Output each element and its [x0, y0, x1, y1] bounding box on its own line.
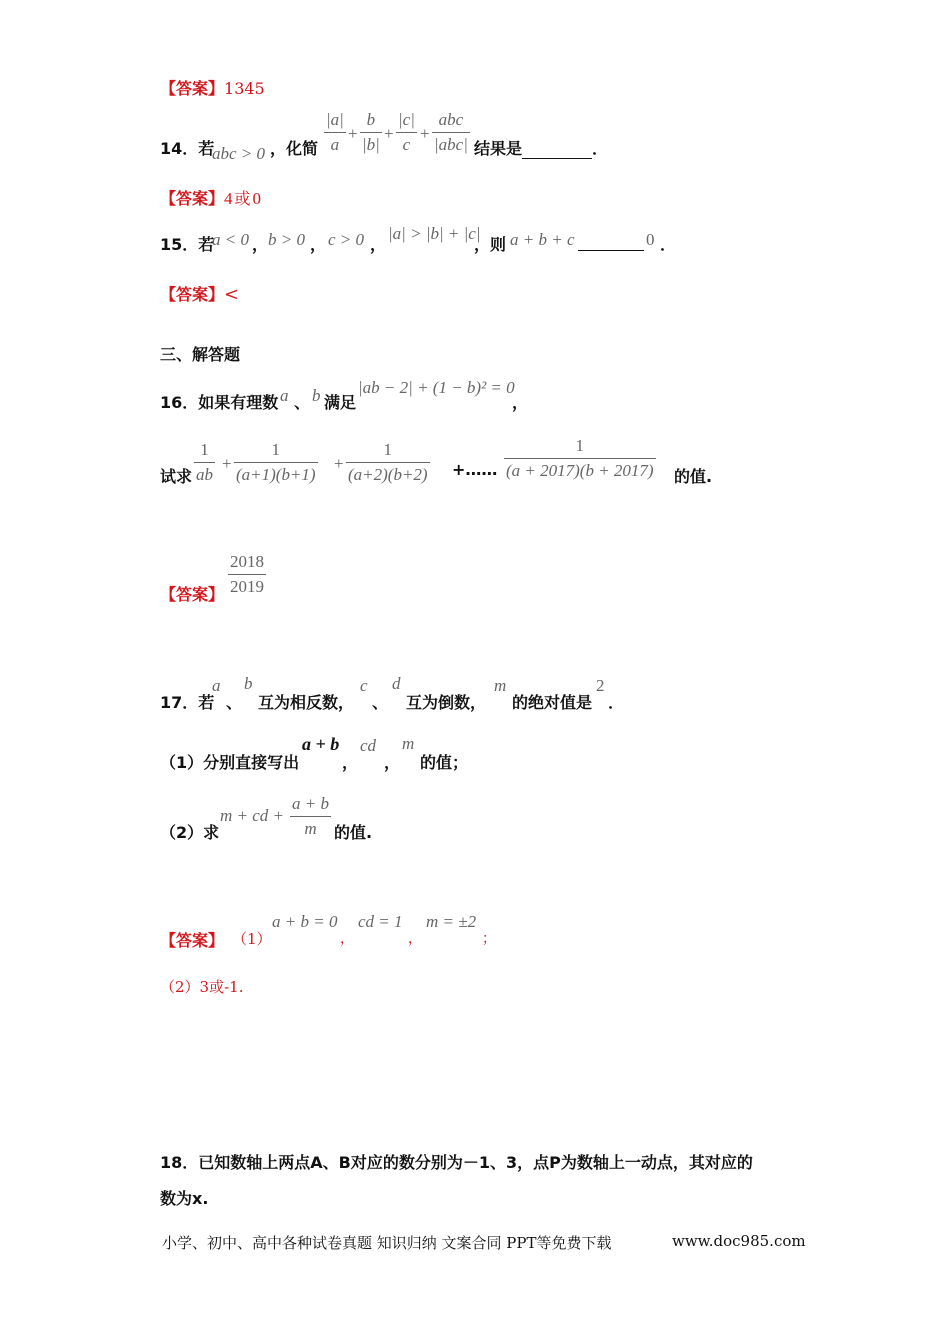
- zero: 0: [646, 230, 655, 249]
- answer-or: 或: [234, 189, 251, 208]
- answer-tag: 【答案】: [160, 79, 225, 98]
- answer-part-2: （2）3或-1.: [160, 978, 244, 996]
- question-number: 14．若: [160, 139, 215, 158]
- comma: ，: [370, 235, 387, 254]
- period: ．: [608, 693, 625, 712]
- question-tail: 结果是 ．: [474, 139, 609, 158]
- semicolon: ；: [482, 931, 496, 947]
- question-text: ，化简: [270, 139, 319, 158]
- part-2-expr: m + cd +: [220, 806, 285, 825]
- comma: ，: [340, 931, 354, 947]
- footer-text: 小学、初中、高中各种试卷真题 知识归纳 文案合同 PPT等免费下载: [162, 1234, 612, 1252]
- part-1-tail: 的值；: [420, 753, 469, 772]
- period: ．: [660, 235, 677, 254]
- question-number: 17．若: [160, 693, 215, 712]
- question-tail: 的值.: [674, 467, 713, 486]
- separator: 、: [226, 693, 243, 712]
- fraction-3: 1 (a+2)(b+2): [348, 440, 428, 484]
- comma: ，: [310, 235, 327, 254]
- plus-sign: +: [384, 124, 394, 143]
- question-number: 16．如果有理数: [160, 393, 279, 412]
- expr-cd: cd: [360, 736, 377, 755]
- var-m: m: [494, 676, 507, 695]
- answer-part-1-label: （1）: [232, 930, 272, 948]
- part-2-tail: 的值.: [334, 823, 373, 842]
- separator: 、: [294, 393, 311, 412]
- answer-15: [160, 282, 239, 305]
- value-two: 2: [596, 676, 605, 695]
- answer-value: 1345: [224, 79, 265, 98]
- expr-a-plus-b: a + b: [302, 734, 340, 754]
- plus-sign: +: [334, 454, 344, 473]
- plus-sign: +: [222, 454, 232, 473]
- answer-tag: 【答案】: [160, 585, 225, 604]
- comma: ，: [342, 753, 359, 772]
- comma: ，: [408, 931, 422, 947]
- var-a: a: [280, 386, 289, 405]
- footer-link[interactable]: www.doc985.com: [672, 1232, 806, 1250]
- question-line-1: 18．已知数轴上两点A、B对应的数分别为－1、3，点P为数轴上一动点，其对应的: [160, 1153, 753, 1172]
- comma: ，: [384, 753, 401, 772]
- var-c: c: [360, 676, 368, 695]
- fraction-1: 1 ab: [196, 440, 213, 484]
- answer-expr-2: cd = 1: [358, 912, 403, 931]
- section-title: 三、解答题: [160, 345, 241, 364]
- question-text: 试求: [160, 467, 193, 486]
- part-2-fraction: a + b m: [292, 794, 329, 838]
- fraction-3: |c| c: [398, 110, 415, 154]
- fraction-2: 1 (a+1)(b+1): [236, 440, 316, 484]
- then-text: ，则: [474, 235, 507, 254]
- condition-2: b > 0: [268, 230, 305, 249]
- comma: ，: [512, 393, 529, 412]
- answer-tag: 【答案】: [160, 285, 225, 304]
- fraction-2: b |b|: [362, 110, 380, 154]
- question-text: 的绝对值是: [512, 693, 593, 712]
- answer-tag: 【答案】: [160, 189, 225, 208]
- answer-value: 0: [252, 189, 262, 208]
- part-1-text: （1）分别直接写出: [160, 753, 300, 772]
- fraction-4: abc |abc|: [434, 110, 468, 154]
- answer-tag: 【答案】: [160, 931, 225, 950]
- comma: ，: [252, 235, 269, 254]
- question-text: 满足: [324, 393, 357, 412]
- question-line-2: 数为x.: [160, 1189, 209, 1208]
- var-b: b: [312, 386, 321, 405]
- question-text: 互为倒数，: [406, 693, 487, 712]
- condition-4: |a| > |b| + |c|: [388, 224, 481, 243]
- answer-14: [160, 186, 261, 209]
- answer-value: <: [224, 284, 240, 305]
- question-number: 15．若: [160, 235, 215, 254]
- condition-3: c > 0: [328, 230, 365, 249]
- answer-value: 4: [224, 189, 233, 208]
- condition-expr: |ab − 2| + (1 − b)² = 0: [358, 378, 515, 397]
- var-b: b: [244, 674, 253, 693]
- answer-expr-1: a + b = 0: [272, 912, 338, 931]
- separator: 、: [372, 693, 389, 712]
- answer-fraction: 2018 2019: [230, 552, 264, 596]
- fraction-1: |a| a: [326, 110, 344, 154]
- part-2-text: （2）求: [160, 823, 220, 842]
- ellipsis: +……: [452, 460, 498, 479]
- blank-line: [578, 232, 644, 251]
- answer-expr-3: m = ±2: [426, 912, 477, 931]
- expression: a + b + c: [510, 230, 575, 249]
- question-text: 互为相反数，: [258, 693, 355, 712]
- plus-sign: +: [420, 124, 430, 143]
- var-a: a: [212, 676, 221, 695]
- plus-sign: +: [348, 124, 358, 143]
- expr-m: m: [402, 734, 415, 753]
- condition-expr: abc > 0: [212, 144, 266, 163]
- condition-1: a < 0: [212, 230, 249, 249]
- var-d: d: [392, 674, 401, 693]
- fraction-4: 1 (a + 2017)(b + 2017): [506, 436, 654, 480]
- answer-13: [160, 76, 265, 99]
